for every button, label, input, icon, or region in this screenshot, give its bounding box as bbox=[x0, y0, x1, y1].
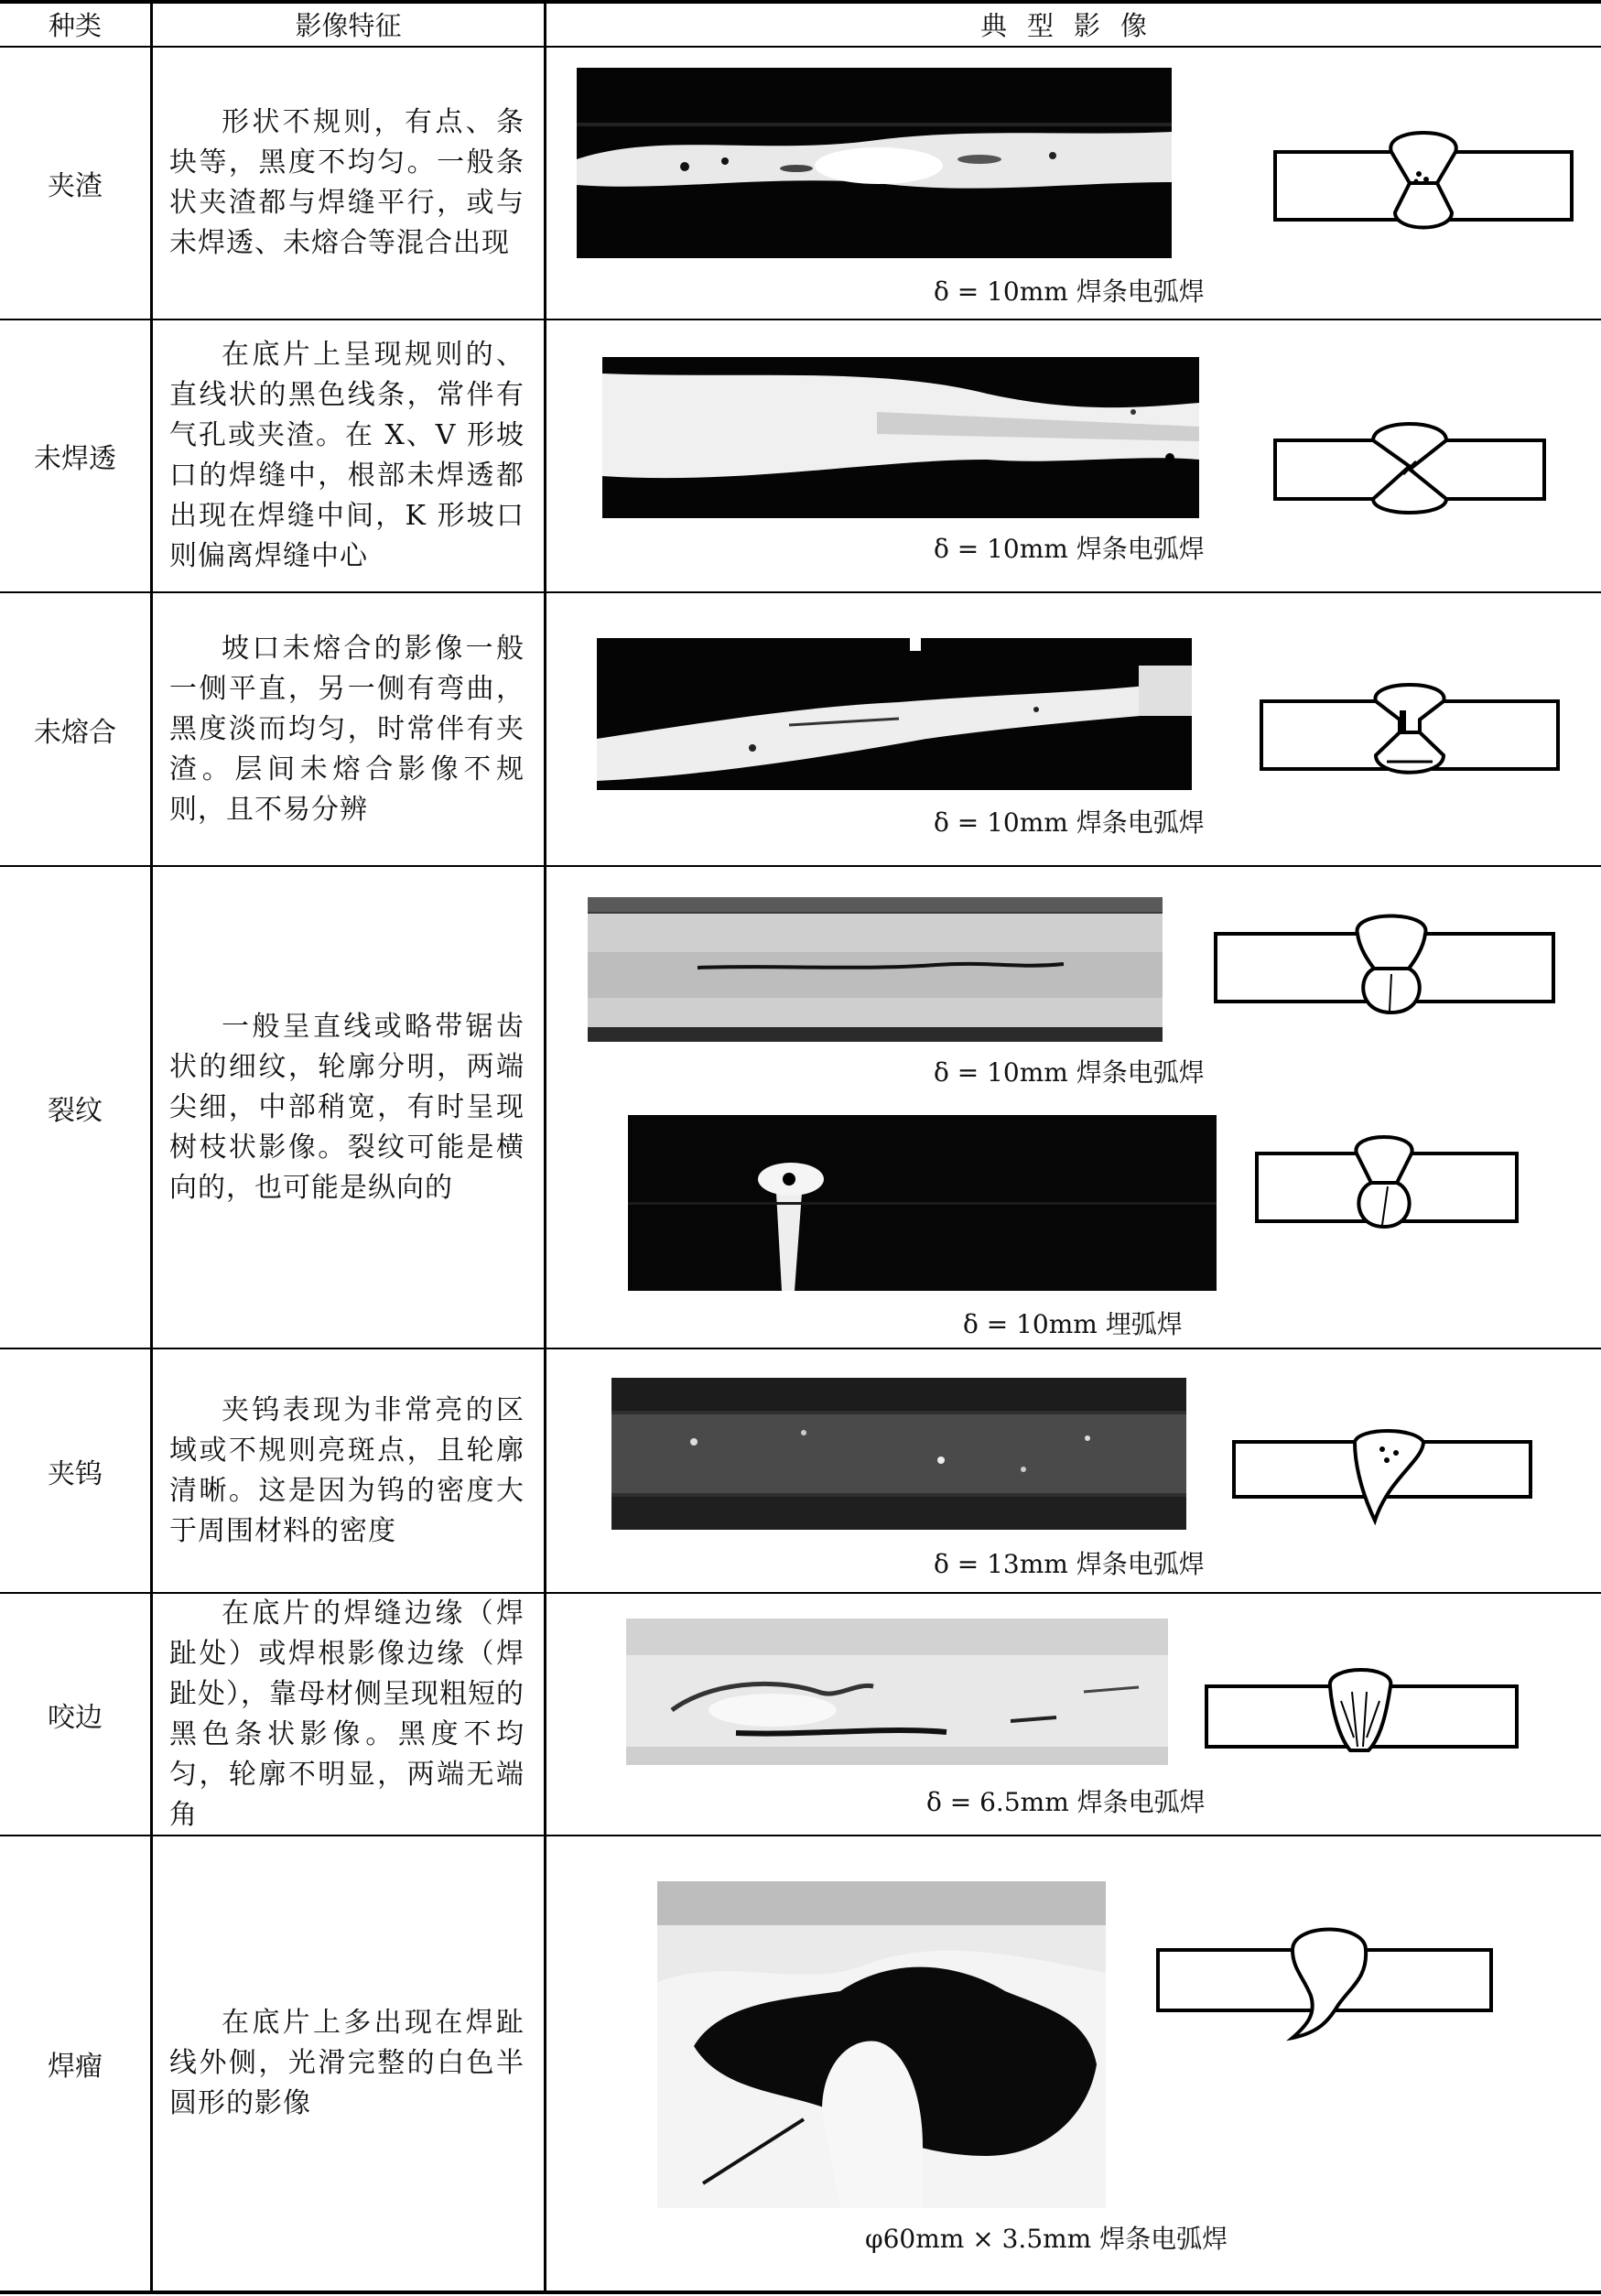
undercut-caption: δ = 6.5mm 焊条电弧焊 bbox=[926, 1787, 1206, 1817]
row-crack-features: 一般呈直线或略带锯齿状的细纹，轮廓分明，两端尖细，中部稍宽，有时呈现树枝状影像。裂纹可能是横向的，也可能是纵向的 bbox=[169, 1010, 525, 1204]
tungsten-inclusion-cross-section-icon bbox=[1231, 1424, 1533, 1524]
header-features: 影像特征 bbox=[295, 9, 402, 41]
undercut-radiograph bbox=[626, 1619, 1168, 1765]
row-undercut-features: 在底片的焊缝边缘（焊趾处）或焊根影像边缘（焊趾处），靠母材侧呈现粗短的黑色条状影像。黑度不均匀，轮廓不明显，两端无端角 bbox=[169, 1597, 525, 1831]
row-undercut-features-cell bbox=[169, 1594, 525, 1835]
row-weld-overlap-features-cell bbox=[169, 1836, 525, 2291]
longitudinal-crack-caption: δ = 10mm 焊条电弧焊 bbox=[934, 1057, 1205, 1088]
incomplete-penetration-radiograph bbox=[602, 357, 1199, 518]
row-undercut-type: 咬边 bbox=[48, 1701, 103, 1734]
row-lack-of-fusion-type: 未熔合 bbox=[34, 716, 116, 749]
header-images: 典型影像 bbox=[979, 9, 1167, 41]
transverse-crack-radiograph bbox=[628, 1115, 1217, 1291]
row-incomplete-penetration-features: 在底片上呈现规则的、直线状的黑色线条，常伴有气孔或夹渣。在 X、V 形坡口的焊缝中，根部未焊透都出现在焊缝中间，K 形坡口则偏离焊缝中心 bbox=[169, 339, 525, 572]
row-weld-overlap-features: 在底片上多出现在焊趾线外侧，光滑完整的白色半圆形的影像 bbox=[169, 2007, 525, 2119]
column-rule-2 bbox=[544, 0, 546, 2294]
header-type: 种类 bbox=[48, 9, 102, 41]
row-lack-of-fusion-features: 坡口未熔合的影像一般一侧平直，另一侧有弯曲，黑度淡而均匀，时常伴有夹渣。层间未熔合影像不规则，且不易分辨 bbox=[169, 632, 525, 826]
longitudinal-crack-cross-section-icon bbox=[1213, 915, 1556, 1016]
slag-radiograph bbox=[577, 68, 1172, 258]
lack-of-fusion-radiograph bbox=[597, 638, 1192, 790]
row-weld-overlap-type: 焊瘤 bbox=[48, 2051, 103, 2083]
table-bottom-rule bbox=[0, 2291, 1601, 2294]
column-rule-1 bbox=[150, 0, 153, 2294]
incomplete-penetration-cross-section-icon bbox=[1272, 417, 1547, 517]
lack-of-fusion-caption: δ = 10mm 焊条电弧焊 bbox=[934, 807, 1205, 838]
row-tungsten-inclusion-features: 夹钨表现为非常亮的区域或不规则亮斑点，且轮廓清晰。这是因为钨的密度大于周围材料的密度 bbox=[169, 1393, 525, 1547]
tungsten-inclusion-caption: δ = 13mm 焊条电弧焊 bbox=[934, 1549, 1205, 1579]
row-slag-features-cell bbox=[169, 48, 525, 319]
transverse-crack-cross-section-icon bbox=[1254, 1135, 1520, 1236]
row-incomplete-penetration-features-cell bbox=[169, 320, 525, 591]
weld-overlap-radiograph bbox=[657, 1881, 1106, 2208]
tungsten-inclusion-radiograph bbox=[611, 1378, 1186, 1530]
row-slag-features: 形状不规则，有点、条块等，黑度不均匀。一般条状夹渣都与焊缝平行，或与未焊透、未熔合等混合出现 bbox=[169, 106, 525, 259]
transverse-crack-caption: δ = 10mm 埋弧焊 bbox=[963, 1309, 1183, 1339]
row-crack-features-cell bbox=[169, 867, 525, 1348]
row-tungsten-inclusion-features-cell bbox=[169, 1349, 525, 1592]
lack-of-fusion-cross-section-icon bbox=[1259, 687, 1561, 778]
row-slag-type: 夹渣 bbox=[48, 170, 103, 202]
weld-overlap-cross-section-icon bbox=[1155, 1922, 1494, 2041]
row-crack-type: 裂纹 bbox=[48, 1094, 103, 1127]
slag-inclusion-cross-section-icon bbox=[1272, 137, 1574, 238]
longitudinal-crack-radiograph bbox=[588, 897, 1163, 1042]
incomplete-penetration-caption: δ = 10mm 焊条电弧焊 bbox=[934, 534, 1205, 564]
undercut-cross-section-icon bbox=[1204, 1664, 1520, 1765]
row-tungsten-inclusion-type: 夹钨 bbox=[48, 1457, 103, 1490]
weld-overlap-caption: φ60mm × 3.5mm 焊条电弧焊 bbox=[865, 2224, 1228, 2254]
row-incomplete-penetration-type: 未焊透 bbox=[34, 443, 116, 475]
slag-caption: δ = 10mm 焊条电弧焊 bbox=[934, 276, 1205, 307]
row-lack-of-fusion-features-cell bbox=[169, 593, 525, 865]
